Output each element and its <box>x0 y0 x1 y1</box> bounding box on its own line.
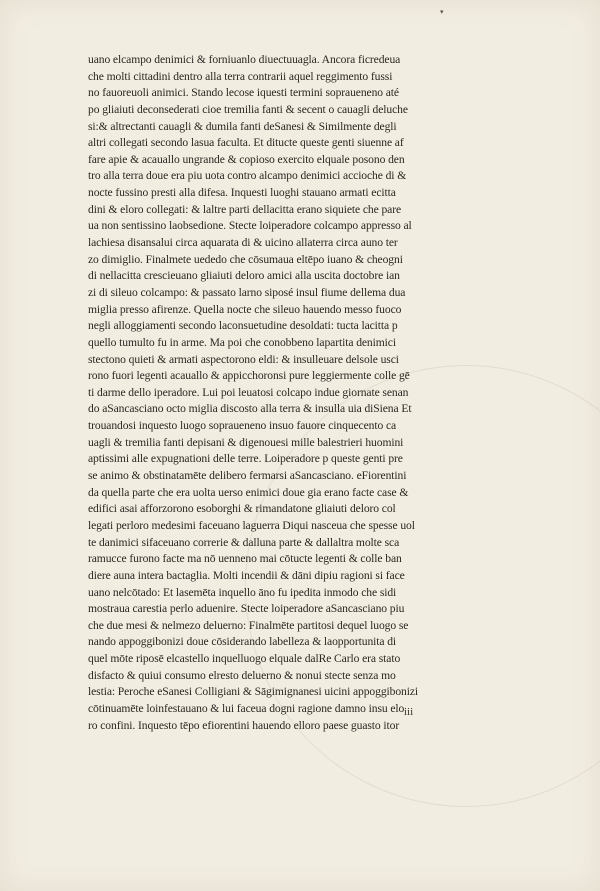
text-line: cōtinuamēte loinfestauano & lui faceua dogni ragione damno insu elo <box>88 701 405 715</box>
text-line: tro alla terra doue era piu uota contro alcampo denimici accioche di & <box>88 169 407 183</box>
text-line: miglia presso afirenze. Quella nocte che sileuo hauendo messo fuoco <box>88 302 402 316</box>
page-number: iii <box>404 706 414 718</box>
text-line: uagli & tremilia fanti depisani & digenouesi mille balestrieri huomini <box>88 435 404 449</box>
text-line: no fauoreuoli animici. Stando lecose iquesti termini sopraueneno até <box>88 86 399 100</box>
text-line: aptissimi alle expugnationi delle terre. Loiperadore p queste genti pre <box>88 452 403 466</box>
text-line: stectono quieti & armati aspectorono eldi: & insulleuare delsole usci <box>88 352 399 366</box>
text-line: mostraua carestia perlo aduenire. Stecte loiperadore aSancasciano piu <box>88 602 405 616</box>
text-line: edifici asai afforzorono esoborghi & rimandatone gliaiuti deloro col <box>88 502 396 516</box>
text-line: da quella parte che era uolta uerso enimici doue gia erano facte case & <box>88 485 409 499</box>
text-line: disfacto & quiui consumo elresto deluerno & nonui stecte senza mo <box>88 668 396 682</box>
text-line: nocte fussino presti alla difesa. Inquesti luoghi stauano armati ecitta <box>88 186 396 200</box>
text-line: ti darme dello iperadore. Lui poi leuatosi colcapo indue giornate senan <box>88 385 409 399</box>
text-line: diere auna intera bactaglia. Molti incendii & dāni dipiu ragioni si face <box>88 568 405 582</box>
text-line: ua non sentissino laobsedione. Stecte loiperadore colcampo appresso al <box>88 219 412 233</box>
text-line: uano elcampo denimici & forniuanlo diuectuuagla. Ancora ficredeua <box>88 53 401 66</box>
text-line: altri collegati secondo lasua faculta. Et ditucte queste genti siuenne af <box>88 136 404 150</box>
text-line: po gliaiuti deconsederati cioe tremilia fanti & secent o cauagli deluche <box>88 102 408 116</box>
text-line: se animo & obstinatamēte delibero fermarsi aSancasciano. eFiorentini <box>88 469 407 483</box>
text-line: lachiesa disansalui circa aquarata di & uicino allaterra circa auno ter <box>88 236 398 250</box>
header-mark: ▾ <box>440 8 444 16</box>
text-line: do aSancasciano octo miglia discosto alla terra & insulla uia diSiena Et <box>88 402 412 416</box>
text-line: lestia: Peroche eSanesi Colligiani & Sāgimignanesi uicini appoggibonizi <box>88 685 419 699</box>
text-line: che due mesi & nelmezo deluerno: Finalmēte partitosi dequel luogo se <box>88 618 409 632</box>
text-line: zi di sileuo colcampo: & passato larno siposé insul fiume dellema dua <box>88 285 406 299</box>
text-line: quello tumulto fu in arme. Ma poi che conobbeno lapartita denimici <box>88 335 396 349</box>
text-line: fare apie & acauallo ungrande & copioso exercito elquale posono den <box>88 152 405 166</box>
text-line: uano nelcōtado: Et lasemēta inquello āno fu ipedita inmodo che sidi <box>88 585 397 599</box>
text-line: che molti cittadini dentro alla terra contrarii aquel reggimento fussi <box>88 69 393 83</box>
body-text <box>88 52 478 734</box>
text-line: rono fuori legenti acauallo & appicchoronsi pure leggiermente colle gē <box>88 369 410 383</box>
text-line: di nellacitta crescieuano gliaiuti deloro amici alla uscita doctobre ian <box>88 269 400 283</box>
text-line: ramucce furono facte ma nō uenneno mai cōtucte legenti & colle ban <box>88 552 402 566</box>
text-line: negli alloggiamenti secondo laconsuetudine desoldati: tucta lacitta p <box>88 319 398 333</box>
text-line: dini & eloro collegati: & laltre parti dellacitta erano siquiete che pare <box>88 202 402 216</box>
text-line: si:& altrectanti cauagli & dumila fanti deSanesi & Similmente degli <box>88 119 397 133</box>
text-line: ro confini. Inquesto tēpo efiorentini hauendo elloro paese guasto itor <box>88 718 400 732</box>
text-line: legati perloro medesimi faceuano laguerra Diqui nasceua che spesse uol <box>88 518 415 532</box>
text-line: nando appoggibonizi doue cōsiderando labelleza & laopportunita di <box>88 635 397 649</box>
text-line: trouandosi inquesto luogo sopraueneno insuo fauore cinquecento ca <box>88 419 397 433</box>
text-line: quel mōte riposē elcastello inquelluogo elquale dalRe Carlo era stato <box>88 652 401 666</box>
text-line: zo dimiglio. Finalmete uededo che cōsumaua eltēpo iuano & cheogni <box>88 252 403 266</box>
text-line: te danimici sifaceuano correrie & dalluna parte & dallaltra molte sca <box>88 535 400 549</box>
